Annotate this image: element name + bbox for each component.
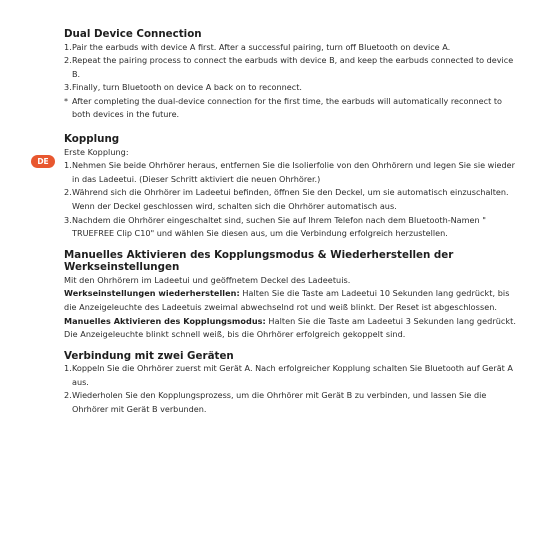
list-item <box>64 41 516 55</box>
list-item <box>64 362 516 389</box>
manual-pairing-paragraph <box>64 315 516 342</box>
list-item <box>64 95 516 122</box>
list-item <box>64 389 516 416</box>
list-text: Koppeln Sie die Ohrhörer zuerst mit Gerät A. Nach erfolgreicher Kopplung schalten Sie Bluetooth auf Gerät A aus. <box>72 363 513 387</box>
section-kopplung <box>64 133 516 241</box>
list-item <box>64 159 516 186</box>
section-reset <box>64 249 516 342</box>
list-text: After completing the dual-device connection for the first time, the earbuds will automatically reconnect to both devices in the future. <box>72 95 502 120</box>
list-item <box>64 81 516 95</box>
manual-content <box>64 28 516 417</box>
list-text: Pair the earbuds with device A first. After a successful pairing, turn off Bluetooth on device A. <box>72 41 451 52</box>
list-text: Nachdem die Ohrhörer eingeschaltet sind, suchen Sie auf Ihrem Telefon nach dem Bluetooth-Namen " TRUEFREE Clip C10" und wählen Sie diesen aus, um die Verbindung erfolgreich herzustellen. <box>72 214 486 239</box>
list-text: Nehmen Sie beide Ohrhörer heraus, entfernen Sie die Isolierfolie von den Ohrhörern und legen Sie sie wieder in das Ladeetui. (Dieser Schritt aktiviert die neuen Ohrhörer.) <box>72 160 515 184</box>
list-number: 2. <box>64 55 72 66</box>
list-number: 1. <box>64 41 72 52</box>
list-text: Finally, turn Bluetooth on device A back on to reconnect. <box>72 82 302 93</box>
factory-reset-text: Halten Sie die Taste am Ladeetui 10 Sekunden lang gedrückt, bis die Anzeigeleuchte des Ladeetuis zweimal abwechselnd rot und weiß blinkt. Der Reset ist abgeschlossen. <box>64 288 510 312</box>
list-item <box>64 214 516 241</box>
section-dual-device-en <box>64 28 516 122</box>
section-title: Kopplung <box>64 133 120 146</box>
list-item <box>64 54 516 81</box>
list-text: Repeat the pairing process to connect the earbuds with device B, and keep the earbuds connected to device B. <box>72 55 514 79</box>
list-number: 1. <box>64 363 72 374</box>
section-title: Verbindung mit zwei Geräten <box>64 349 234 362</box>
list-item <box>64 186 516 213</box>
section-title: Manuelles Aktivieren des Kopplungsmodus & Wiederherstellen der Werkseinstellungen <box>64 248 454 274</box>
factory-reset-label: Werkseinstellungen wiederherstellen: <box>64 288 240 299</box>
list-number: * <box>64 95 69 106</box>
list-text: Während sich die Ohrhörer im Ladeetui befinden, öffnen Sie den Deckel, um sie automatisch einzuschalten. Wenn der Deckel geschlossen wird, schalten sich die Ohrhörer automatisch aus. <box>72 187 509 211</box>
section-dual-device-de <box>64 350 516 417</box>
list-text: Wiederholen Sie den Kopplungsprozess, um die Ohrhörer mit Gerät B zu verbinden, und lassen Sie die Ohrhörer mit Gerät B verbunden. <box>72 390 487 414</box>
manual-pairing-label: Manuelles Aktivieren des Kopplungsmodus: <box>64 315 266 326</box>
list-number: 2. <box>64 390 72 401</box>
section-title: Dual Device Connection <box>64 28 202 40</box>
list-number: 3. <box>64 214 72 225</box>
factory-reset-paragraph <box>64 287 516 314</box>
section-subtitle: Erste Kopplung: <box>64 146 129 157</box>
section-intro: Mit den Ohrhörern im Ladeetui und geöffnetem Deckel des Ladeetuis. <box>64 274 351 285</box>
list-number: 2. <box>64 187 72 198</box>
language-badge-de: DE <box>31 155 55 168</box>
list-number: 3. <box>64 82 72 93</box>
manual-pairing-text: Halten Sie die Taste am Ladeetui 3 Sekunden lang gedrückt. Die Anzeigeleuchte blinkt schnell weiß, bis die Ohrhörer erfolgreich gekoppelt sind. <box>64 315 516 340</box>
list-number: 1. <box>64 160 72 171</box>
